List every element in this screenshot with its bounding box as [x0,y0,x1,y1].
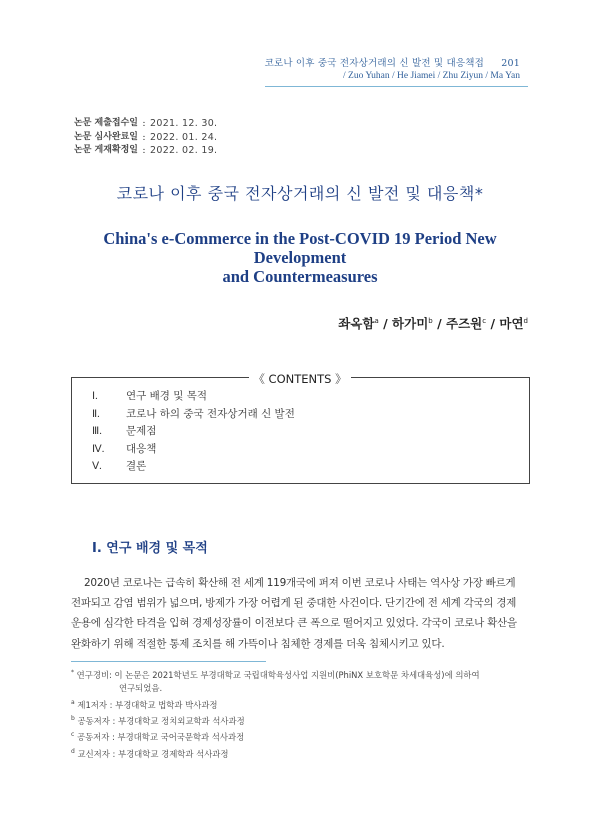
date-colon: : [142,145,146,157]
author-name: 좌옥함 [338,316,375,331]
title-korean: 코로나 이후 중국 전자상거래의 신 발전 및 대응책* [116,184,484,203]
submission-dates [74,117,217,158]
footnote-divider [71,661,266,662]
running-header-title: 코로나 이후 중국 전자상거래의 신 발전 및 대응책접 [264,58,485,69]
toc-label: 코로나 하의 중국 전자상거래 신 발전 [126,407,295,420]
footnote-text: 제1저자 : 부경대학교 법학과 박사과정 [77,699,218,710]
author-mark: d [523,316,528,325]
title-english [60,229,540,286]
toc-item [92,423,295,441]
author-name: 마연 [499,316,524,331]
author-list [338,314,528,332]
author-mark: c [482,316,487,325]
toc-label: 문제점 [126,425,157,437]
footnote-item [71,745,480,761]
toc-number: Ⅳ. [92,443,105,455]
author-separator: / [486,316,500,331]
toc-number: Ⅱ. [92,408,100,420]
footnote-item [71,696,480,712]
toc-number: Ⅴ. [92,461,102,472]
toc-number: Ⅰ. [92,391,98,402]
date-value: 2022. 01. 24. [150,131,218,143]
date-row-reviewed [74,131,217,145]
date-value: 2021. 12. 30. [150,118,218,129]
footnote-mark: * [71,669,74,676]
date-row-submitted [74,117,217,131]
author-mark: b [428,316,433,325]
author-mark: a [374,316,379,325]
author-separator: / [378,316,393,331]
table-of-contents [92,388,295,476]
footnote-text: 연구경비: 이 논문은 2021학년도 부경대학교 국립대학육성사업 지원비(PhiNX 보호학문 차세대육성)에 의하여 [76,669,480,680]
title-english-line2: and Countermeasures [222,267,378,286]
footnote-text: 교신저자 : 부경대학교 경제학과 석사과정 [77,748,229,759]
title-english-line1: China's e-Commerce in the Post-COVID 19 Period New Development [103,229,497,267]
contents-heading-wrap [0,368,600,387]
footnotes [71,666,480,761]
running-header-authors: / Zuo Yuhan / He Jiamei / Zhu Ziyun / Ma Yan [343,71,520,81]
author-separator: / [432,316,447,331]
toc-item [92,441,295,459]
toc-label: 연구 배경 및 목적 [126,390,208,402]
paragraph-line: 전파되고 감염 범위가 넓으며, 방제가 가장 어렵게 된 중대한 사건이다. 단기간에 전 세계 각국의 경제 [71,597,517,610]
paragraph-line: 운용에 심각한 타격을 입혀 경제성장률이 이전보다 큰 폭으로 떨어지고 있었다. 각국이 코로나 확산을 [71,617,517,630]
author-name: 주즈원 [446,316,483,331]
footnote-funding-cont: 연구되었음. [119,683,163,694]
section-heading: Ⅰ. 연구 배경 및 목적 [92,541,208,556]
footnote-text: 공동저자 : 부경대학교 국어국문학과 석사과정 [76,732,245,743]
author-name: 하가미 [392,316,429,331]
paragraph-line: 완화하기 위해 적절한 통제 조치를 해 가뜩이나 침체한 경제를 더욱 침체시키고 있다. [71,637,445,650]
page-number: 201 [501,58,520,69]
footnote-mark: b [71,715,75,723]
toc-item [92,406,295,424]
toc-item [92,388,295,406]
running-header-title-line [265,55,520,69]
toc-number: Ⅲ. [92,426,102,437]
footnote-mark: d [71,747,75,755]
footnote-mark: a [71,698,75,706]
footnote-funding [71,666,480,682]
toc-label: 대응책 [126,442,157,455]
toc-label: 결론 [126,460,147,472]
date-label: 논문 제출접수일 [74,118,138,128]
date-colon: : [142,118,146,129]
toc-item [92,458,295,476]
date-value: 2022. 02. 19. [150,145,218,157]
body-paragraph [71,573,529,654]
footnote-text: 공동저자 : 부경대학교 정치외교학과 석사과정 [77,715,245,726]
footnote-item [71,728,480,744]
footnote-mark: c [71,731,75,739]
date-row-accepted [74,144,217,158]
date-label: 논문 게재확정일 [74,145,138,156]
paragraph-line: 2020년 코로나는 급속히 확산해 전 세계 119개국에 퍼져 이번 코로나 사태는 역사상 가장 빠르게 [84,577,516,589]
contents-heading: 《 CONTENTS 》 [249,372,350,386]
header-divider [265,86,528,87]
footnote-item [71,712,480,728]
date-colon: : [142,131,146,143]
date-label: 논문 심사완료일 [74,131,138,142]
